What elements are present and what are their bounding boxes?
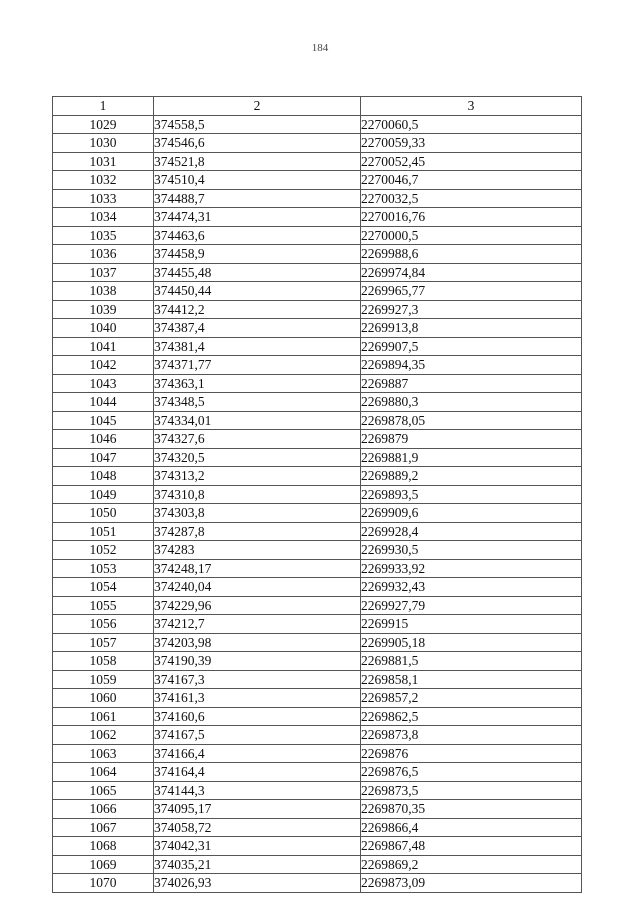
x-coordinate-cell: 374303,8	[154, 504, 361, 523]
table-row	[53, 300, 582, 319]
table-row	[53, 541, 582, 560]
y-coordinate-cell: 2269880,3	[361, 393, 582, 412]
x-coordinate-cell: 374160,6	[154, 707, 361, 726]
point-number-cell: 1046	[53, 430, 154, 449]
column-header-2: 2	[154, 97, 361, 116]
x-coordinate-cell: 374546,6	[154, 134, 361, 153]
point-number-cell: 1037	[53, 263, 154, 282]
y-coordinate-cell: 2269927,3	[361, 300, 582, 319]
table-row	[53, 393, 582, 412]
x-coordinate-cell: 374313,2	[154, 467, 361, 486]
table-row	[53, 504, 582, 523]
x-coordinate-cell: 374166,4	[154, 744, 361, 763]
y-coordinate-cell: 2269928,4	[361, 522, 582, 541]
x-coordinate-cell: 374042,31	[154, 837, 361, 856]
point-number-cell: 1030	[53, 134, 154, 153]
x-coordinate-cell: 374212,7	[154, 615, 361, 634]
y-coordinate-cell: 2270060,5	[361, 115, 582, 134]
x-coordinate-cell: 374455,48	[154, 263, 361, 282]
table-row	[53, 411, 582, 430]
table-row	[53, 781, 582, 800]
point-number-cell: 1055	[53, 596, 154, 615]
point-number-cell: 1036	[53, 245, 154, 264]
x-coordinate-cell: 374035,21	[154, 855, 361, 874]
table-row	[53, 689, 582, 708]
table-row	[53, 652, 582, 671]
point-number-cell: 1070	[53, 874, 154, 893]
y-coordinate-cell: 2269857,2	[361, 689, 582, 708]
table-row	[53, 208, 582, 227]
x-coordinate-cell: 374334,01	[154, 411, 361, 430]
x-coordinate-cell: 374167,3	[154, 670, 361, 689]
table-row	[53, 615, 582, 634]
x-coordinate-cell: 374203,98	[154, 633, 361, 652]
page-number: 184	[311, 42, 329, 54]
point-number-cell: 1058	[53, 652, 154, 671]
x-coordinate-cell: 374248,17	[154, 559, 361, 578]
table-row	[53, 467, 582, 486]
x-coordinate-cell: 374026,93	[154, 874, 361, 893]
x-coordinate-cell: 374240,04	[154, 578, 361, 597]
x-coordinate-cell: 374095,17	[154, 800, 361, 819]
y-coordinate-cell: 2269870,35	[361, 800, 582, 819]
table-row	[53, 152, 582, 171]
x-coordinate-cell: 374558,5	[154, 115, 361, 134]
y-coordinate-cell: 2269873,09	[361, 874, 582, 893]
table-row	[53, 485, 582, 504]
y-coordinate-cell: 2269867,48	[361, 837, 582, 856]
point-number-cell: 1034	[53, 208, 154, 227]
x-coordinate-cell: 374320,5	[154, 448, 361, 467]
point-number-cell: 1043	[53, 374, 154, 393]
point-number-cell: 1035	[53, 226, 154, 245]
point-number-cell: 1041	[53, 337, 154, 356]
y-coordinate-cell: 2270059,33	[361, 134, 582, 153]
x-coordinate-cell: 374161,3	[154, 689, 361, 708]
x-coordinate-cell: 374488,7	[154, 189, 361, 208]
table-row	[53, 226, 582, 245]
x-coordinate-cell: 374310,8	[154, 485, 361, 504]
x-coordinate-cell: 374450,44	[154, 282, 361, 301]
point-number-cell: 1052	[53, 541, 154, 560]
table-row	[53, 263, 582, 282]
table-row	[53, 818, 582, 837]
y-coordinate-cell: 2270016,76	[361, 208, 582, 227]
point-number-cell: 1060	[53, 689, 154, 708]
table-row	[53, 337, 582, 356]
table-row	[53, 559, 582, 578]
point-number-cell: 1038	[53, 282, 154, 301]
column-header-1: 1	[53, 97, 154, 116]
column-header-3: 3	[361, 97, 582, 116]
point-number-cell: 1048	[53, 467, 154, 486]
x-coordinate-cell: 374458,9	[154, 245, 361, 264]
table-row	[53, 726, 582, 745]
table-row	[53, 356, 582, 375]
point-number-cell: 1044	[53, 393, 154, 412]
point-number-cell: 1053	[53, 559, 154, 578]
x-coordinate-cell: 374510,4	[154, 171, 361, 190]
x-coordinate-cell: 374381,4	[154, 337, 361, 356]
point-number-cell: 1056	[53, 615, 154, 634]
point-number-cell: 1061	[53, 707, 154, 726]
point-number-cell: 1051	[53, 522, 154, 541]
y-coordinate-cell: 2269933,92	[361, 559, 582, 578]
table-row	[53, 522, 582, 541]
y-coordinate-cell: 2269878,05	[361, 411, 582, 430]
x-coordinate-cell: 374164,4	[154, 763, 361, 782]
y-coordinate-cell: 2269974,84	[361, 263, 582, 282]
point-number-cell: 1065	[53, 781, 154, 800]
y-coordinate-cell: 2269913,8	[361, 319, 582, 338]
y-coordinate-cell: 2269881,5	[361, 652, 582, 671]
point-number-cell: 1047	[53, 448, 154, 467]
table-body	[53, 115, 582, 892]
point-number-cell: 1059	[53, 670, 154, 689]
y-coordinate-cell: 2269858,1	[361, 670, 582, 689]
y-coordinate-cell: 2270046,7	[361, 171, 582, 190]
x-coordinate-cell: 374348,5	[154, 393, 361, 412]
y-coordinate-cell: 2269873,5	[361, 781, 582, 800]
x-coordinate-cell: 374167,5	[154, 726, 361, 745]
point-number-cell: 1029	[53, 115, 154, 134]
y-coordinate-cell: 2269965,77	[361, 282, 582, 301]
y-coordinate-cell: 2270032,5	[361, 189, 582, 208]
y-coordinate-cell: 2269879	[361, 430, 582, 449]
y-coordinate-cell: 2269988,6	[361, 245, 582, 264]
point-number-cell: 1054	[53, 578, 154, 597]
y-coordinate-cell: 2269889,2	[361, 467, 582, 486]
point-number-cell: 1057	[53, 633, 154, 652]
table-row	[53, 596, 582, 615]
y-coordinate-cell: 2269932,43	[361, 578, 582, 597]
table-row	[53, 874, 582, 893]
table-header-row	[53, 97, 582, 116]
table-row	[53, 670, 582, 689]
point-number-cell: 1039	[53, 300, 154, 319]
x-coordinate-cell: 374521,8	[154, 152, 361, 171]
x-coordinate-cell: 374283	[154, 541, 361, 560]
table-row	[53, 189, 582, 208]
table-row	[53, 245, 582, 264]
point-number-cell: 1032	[53, 171, 154, 190]
x-coordinate-cell: 374327,6	[154, 430, 361, 449]
y-coordinate-cell: 2269927,79	[361, 596, 582, 615]
point-number-cell: 1067	[53, 818, 154, 837]
table-row	[53, 744, 582, 763]
point-number-cell: 1066	[53, 800, 154, 819]
x-coordinate-cell: 374363,1	[154, 374, 361, 393]
point-number-cell: 1049	[53, 485, 154, 504]
y-coordinate-cell: 2269873,8	[361, 726, 582, 745]
table-row	[53, 319, 582, 338]
y-coordinate-cell: 2269893,5	[361, 485, 582, 504]
table-row	[53, 855, 582, 874]
x-coordinate-cell: 374229,96	[154, 596, 361, 615]
table-row	[53, 134, 582, 153]
table-row	[53, 448, 582, 467]
coordinates-table	[52, 96, 582, 893]
y-coordinate-cell: 2269909,6	[361, 504, 582, 523]
point-number-cell: 1045	[53, 411, 154, 430]
table-row	[53, 707, 582, 726]
point-number-cell: 1064	[53, 763, 154, 782]
point-number-cell: 1068	[53, 837, 154, 856]
y-coordinate-cell: 2269894,35	[361, 356, 582, 375]
table-row	[53, 800, 582, 819]
table-row	[53, 578, 582, 597]
y-coordinate-cell: 2270000,5	[361, 226, 582, 245]
point-number-cell: 1069	[53, 855, 154, 874]
y-coordinate-cell: 2269869,2	[361, 855, 582, 874]
table-row	[53, 837, 582, 856]
y-coordinate-cell: 2269907,5	[361, 337, 582, 356]
point-number-cell: 1031	[53, 152, 154, 171]
table-row	[53, 282, 582, 301]
table-row	[53, 633, 582, 652]
point-number-cell: 1033	[53, 189, 154, 208]
y-coordinate-cell: 2269881,9	[361, 448, 582, 467]
x-coordinate-cell: 374058,72	[154, 818, 361, 837]
x-coordinate-cell: 374412,2	[154, 300, 361, 319]
y-coordinate-cell: 2269862,5	[361, 707, 582, 726]
y-coordinate-cell: 2269915	[361, 615, 582, 634]
x-coordinate-cell: 374190,39	[154, 652, 361, 671]
y-coordinate-cell: 2269866,4	[361, 818, 582, 837]
table-row	[53, 115, 582, 134]
point-number-cell: 1050	[53, 504, 154, 523]
point-number-cell: 1063	[53, 744, 154, 763]
x-coordinate-cell: 374144,3	[154, 781, 361, 800]
point-number-cell: 1040	[53, 319, 154, 338]
y-coordinate-cell: 2269876	[361, 744, 582, 763]
x-coordinate-cell: 374387,4	[154, 319, 361, 338]
y-coordinate-cell: 2269887	[361, 374, 582, 393]
y-coordinate-cell: 2269905,18	[361, 633, 582, 652]
table-row	[53, 763, 582, 782]
x-coordinate-cell: 374463,6	[154, 226, 361, 245]
point-number-cell: 1042	[53, 356, 154, 375]
y-coordinate-cell: 2270052,45	[361, 152, 582, 171]
y-coordinate-cell: 2269930,5	[361, 541, 582, 560]
x-coordinate-cell: 374474,31	[154, 208, 361, 227]
table-row	[53, 171, 582, 190]
y-coordinate-cell: 2269876,5	[361, 763, 582, 782]
table-row	[53, 374, 582, 393]
x-coordinate-cell: 374371,77	[154, 356, 361, 375]
point-number-cell: 1062	[53, 726, 154, 745]
x-coordinate-cell: 374287,8	[154, 522, 361, 541]
table-row	[53, 430, 582, 449]
